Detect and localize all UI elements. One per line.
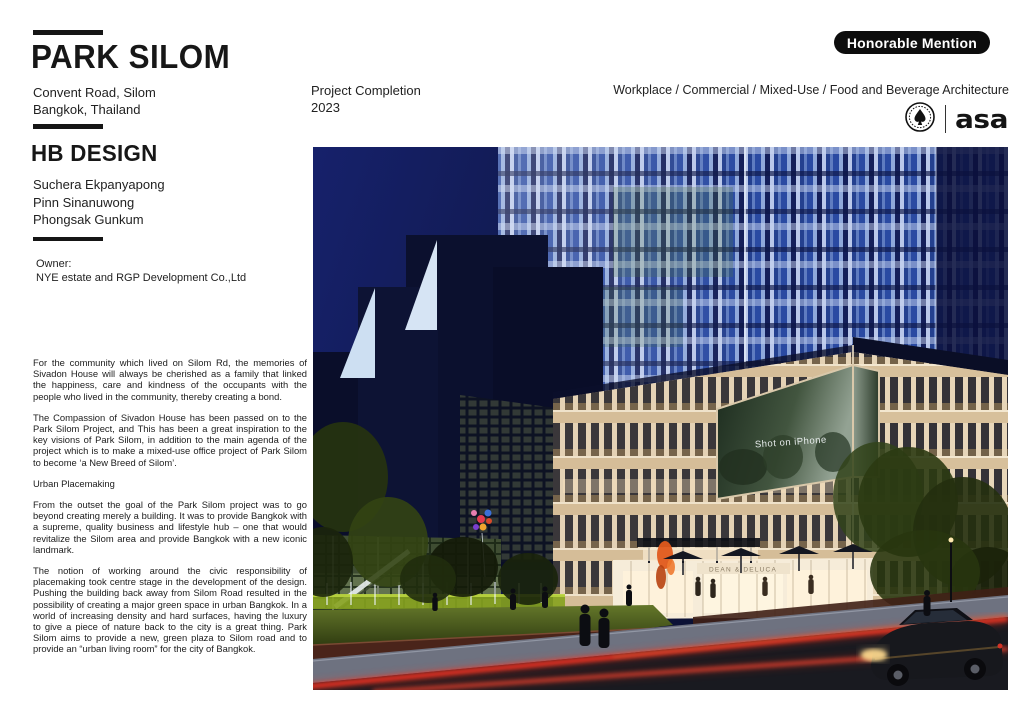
billboard-text: Shot on iPhone: [754, 434, 828, 451]
asa-logo: asa: [955, 103, 1008, 135]
team-member: Pinn Sinanuwong: [33, 194, 135, 210]
description-paragraph: The Compassion of Sivadon House has been passed on to the Park Silom Project, and This has been a great inspiration to the key visions of Park Silom, in addition to the main agenda of the project which is to make a mixed-use office project of Park Silom to become ‘a New Breed of Silom’.: [33, 411, 307, 468]
address-line-1: Convent Road, Silom: [33, 85, 156, 100]
completion-block: [311, 82, 421, 116]
pedestrian: [808, 575, 813, 594]
owner-rule-top: [33, 237, 103, 241]
pedestrian: [580, 605, 591, 647]
logo-divider: [945, 105, 946, 133]
owner-value: NYE estate and RGP Development Co.,Ltd: [36, 272, 247, 284]
pedestrian: [695, 577, 700, 596]
storefront-sign-text: DEAN & DELUCA: [709, 566, 777, 574]
firm-name: HB DESIGN: [31, 140, 158, 166]
award-badge: Honorable Mention: [834, 31, 990, 54]
completion-year: 2023: [311, 100, 340, 115]
pedestrian: [924, 590, 931, 616]
description-paragraph: The notion of working around the civic responsibility of placemaking took centre stage in the development of the design. Pushing the building back away from Silom Road resulted in the possibility of creating a major green space in urban Bangkok. In a world of increasing density and hard surfaces, having the luxury to give a piece of nature back to the city is a great thing. Park Silom aims to provide a new, green plaza to Silom road and to provide an “urban living room” for the city of Bangkok.: [33, 565, 307, 655]
address-line-2: Bangkok, Thailand: [33, 102, 141, 117]
pedestrian: [432, 593, 437, 611]
logo-row: [904, 103, 1008, 135]
pedestrian: [542, 587, 548, 609]
render-scene: [313, 147, 1008, 690]
project-description: [33, 357, 307, 665]
completion-label: Project Completion: [311, 83, 421, 98]
firm-rule-top: [33, 124, 103, 129]
team-member: Suchera Ekpanyapong: [33, 177, 165, 192]
team-member: Phongsak Gunkum: [33, 212, 144, 227]
project-address: [33, 84, 156, 118]
pedestrian: [710, 579, 715, 598]
project-title: PARK SILOM: [31, 38, 231, 75]
description-paragraph: For the community which lived on Silom Rd, the memories of Sivadon House will always be cherished as a family that linked the happiness, care and kindness of the occupants with the people who lived in the community, thereby creating a bond.: [33, 357, 307, 402]
pedestrian: [510, 589, 516, 611]
pedestrian: [626, 585, 632, 607]
owner-label: Owner:: [36, 258, 72, 270]
office-grid-building: [460, 395, 563, 562]
pedestrian: [599, 609, 610, 649]
owner-block: [36, 257, 246, 285]
asa-seal-icon: [904, 101, 936, 138]
architectural-render: [313, 147, 1008, 690]
design-team-list: [33, 176, 165, 229]
description-paragraph: Urban Placemaking: [33, 477, 115, 489]
category-line: Workplace / Commercial / Mixed-Use / Food and Beverage Architecture: [613, 83, 1009, 97]
title-rule-top: [33, 30, 103, 35]
description-paragraph: From the outset the goal of the Park Silom project was to go beyond creating merely a building. It was to provide Bangkok with a supreme, quality business and lifestyle hub – one that would revitalize the Silom area and provide Bangkok with a new iconic landmark.: [33, 499, 307, 555]
pedestrian: [762, 577, 767, 596]
